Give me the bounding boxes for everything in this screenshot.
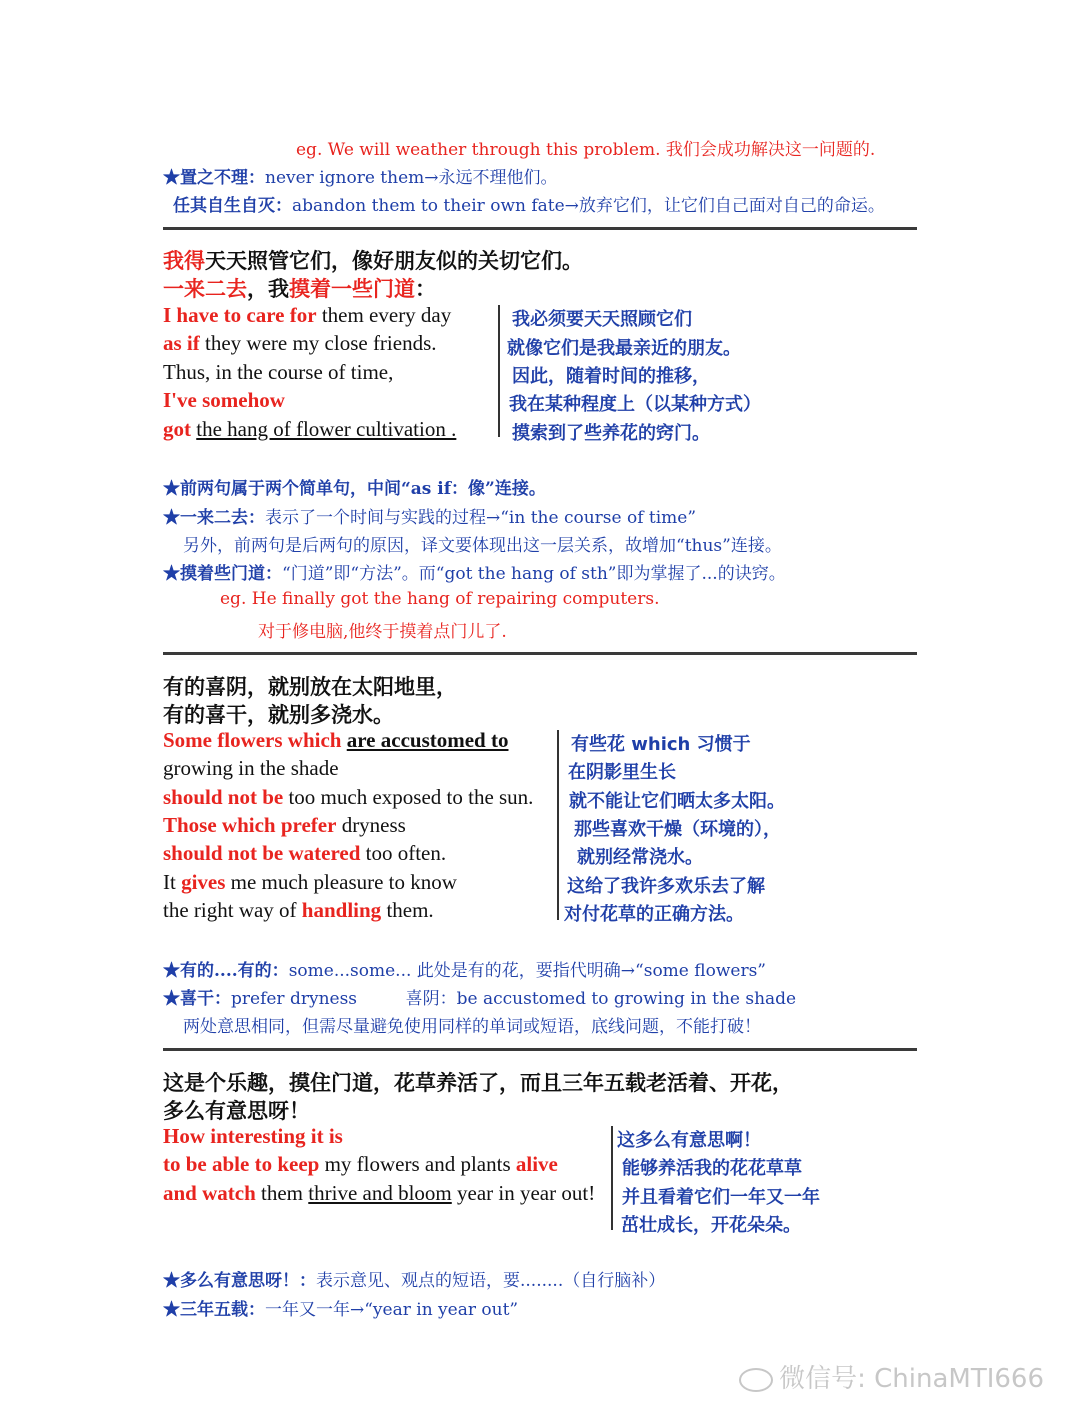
note-key: ★一来二去：	[163, 508, 265, 528]
column-separator	[611, 1126, 613, 1230]
translation-line: 因此，随着时间的推移，	[512, 366, 710, 387]
note-thus: 另外，前两句是后两句的原因，译文要体现出这一层关系，故增加“thus”连接。	[183, 536, 782, 556]
translation-line: 这给了我许多欢乐去了解	[567, 876, 765, 897]
en-line	[163, 1181, 595, 1206]
note-value: abandon them to their own fate→放弃它们，让它们自己面对自己的命运。	[292, 196, 885, 216]
source-heading-2	[163, 273, 436, 303]
source-heading-1: 有的喜阴，就别放在太阳地里，	[163, 674, 457, 699]
en-key: to be able to keep	[163, 1152, 320, 1176]
en-key: How interesting it is	[163, 1124, 343, 1148]
translation-line: 能够养活我的花花草草	[622, 1158, 802, 1179]
en-line	[163, 360, 393, 385]
en-line	[163, 756, 339, 781]
note-some-some	[163, 956, 766, 981]
en-key: and watch	[163, 1181, 256, 1205]
en-line	[163, 841, 446, 866]
note-course-of-time	[163, 503, 696, 528]
heading-text: ，我	[247, 276, 289, 301]
note-hang-of	[163, 559, 786, 584]
section-divider	[163, 227, 917, 230]
en-key: should not be	[163, 785, 284, 809]
en-line	[163, 898, 434, 923]
note-value: 一年又一年→“year in year out”	[265, 1300, 519, 1320]
note-key: ★三年五载：	[163, 1300, 265, 1320]
note-as-if: ★前两句属于两个简单句，中间“as if：像”连接。	[163, 479, 546, 499]
en-key: I have to care for	[163, 303, 317, 327]
translation-line: 我必须要天天照顾它们	[512, 309, 692, 330]
en-key: gives	[181, 870, 226, 894]
example-sentence-computers: eg. He finally got the hang of repairing computers.	[220, 589, 660, 609]
en-key: alive	[515, 1152, 558, 1176]
example-translation-computers: 对于修电脑,他终于摸着点门儿了.	[258, 622, 507, 642]
source-heading-1: 这是个乐趣，摸住门道，花草养活了，而且三年五载老活着、开花，	[163, 1070, 793, 1095]
note-year-in-year-out	[163, 1295, 518, 1320]
note-value: never ignore them→永远不理他们。	[265, 168, 558, 188]
en-text: It	[163, 870, 182, 894]
en-text: too much exposed to the sun.	[283, 785, 534, 809]
en-text: Thus, in the course of time,	[163, 360, 394, 384]
note-value: 表示了一个时间与实践的过程→“in the course of time”	[265, 508, 697, 528]
en-text: my flowers and plants	[319, 1152, 516, 1176]
source-heading-2: 有的喜干，就别多浇水。	[163, 702, 394, 727]
en-text: the right way of	[163, 898, 302, 922]
en-key: I've somehow	[163, 388, 285, 412]
translation-line: 就像它们是我最亲近的朋友。	[507, 338, 741, 359]
note-avoid-repeat: 两处意思相同，但需尽量避免使用同样的单词或短语，底线问题，不能打破！	[183, 1017, 761, 1037]
en-line	[163, 331, 437, 356]
note-ignore	[163, 163, 558, 188]
watermark-text: 微信号: ChinaMTI666	[779, 1364, 1044, 1394]
note-key: ★有的....有的：	[163, 961, 289, 981]
en-text: me much pleasure to know	[225, 870, 457, 894]
translation-line: 有些花 which 习惯于	[571, 734, 751, 755]
translation-line: 我在某种程度上（以某种方式）	[509, 394, 761, 415]
en-key: Some flowers which	[163, 728, 342, 752]
en-text: dryness	[336, 813, 406, 837]
example-sentence-weather: eg. We will weather through this problem. 我们会成功解决这一问题的.	[296, 140, 876, 160]
en-line	[163, 303, 451, 328]
translation-line: 就不能让它们晒太多太阳。	[569, 791, 785, 812]
en-key: should not be watered	[163, 841, 361, 865]
en-line	[163, 417, 456, 442]
note-value: “门道”即“方法”。而“got the hang of sth”即为掌握了...的诀窍。	[282, 564, 786, 584]
column-separator	[498, 305, 500, 437]
section-divider	[163, 652, 917, 655]
note-value: some...some... 此处是有的花，要指代明确→“some flowers”	[288, 961, 766, 981]
note-key: ★置之不理：	[163, 168, 265, 188]
en-underlined: thrive and bloom	[308, 1181, 452, 1205]
en-text: year in year out!	[451, 1181, 596, 1205]
source-heading-1	[163, 245, 583, 275]
en-line	[163, 388, 285, 413]
en-line	[163, 728, 508, 753]
en-text: them every day	[316, 303, 452, 327]
section-divider	[163, 1048, 917, 1051]
note-key: 任其自生自灭：	[173, 196, 292, 216]
en-text: they were my close friends.	[199, 331, 437, 355]
en-line	[163, 1124, 343, 1149]
column-separator	[557, 730, 559, 920]
watermark	[739, 1358, 1044, 1395]
note-key: ★喜干：	[163, 989, 231, 1009]
translation-line: 对付花草的正确方法。	[564, 904, 744, 925]
translation-line: 这多么有意思啊！	[617, 1130, 761, 1151]
wechat-icon	[739, 1368, 773, 1392]
en-underlined: are accustomed to	[346, 728, 509, 752]
en-key: got	[163, 417, 191, 441]
note-how-interesting	[163, 1266, 665, 1291]
note-key: ★多么有意思呀！：	[163, 1271, 316, 1291]
translation-line: 并且看着它们一年又一年	[622, 1187, 820, 1208]
note-abandon	[173, 191, 885, 216]
en-text: growing in the shade	[163, 756, 339, 780]
heading-text: 天天照管它们，像好朋友似的关切它们。	[205, 248, 583, 273]
en-text: them.	[381, 898, 434, 922]
translation-line: 摸索到了些养花的窍门。	[512, 423, 710, 444]
translation-line: 茁壮成长，开花朵朵。	[621, 1215, 801, 1236]
translation-line: 就别经常浇水。	[577, 847, 703, 868]
en-line	[163, 813, 406, 838]
en-line	[163, 1152, 558, 1177]
note-key: ★摸着些门道：	[163, 564, 282, 584]
en-line	[163, 785, 533, 810]
en-key: Those which prefer	[163, 813, 337, 837]
en-text: them	[255, 1181, 309, 1205]
highlight: 我得	[163, 248, 205, 273]
note-value: 表示意见、观点的短语，要........（自行脑补）	[316, 1271, 666, 1291]
en-text: too often.	[360, 841, 447, 865]
en-line	[163, 870, 457, 895]
translation-line: 在阴影里生长	[568, 762, 676, 783]
highlight: 摸着一些门道	[289, 276, 415, 301]
translation-line: 那些喜欢干燥（环境的），	[574, 819, 781, 840]
note-prefer-dryness	[163, 984, 796, 1009]
note-value: prefer dryness 喜阴：be accustomed to growing in the shade	[231, 989, 797, 1009]
source-heading-2: 多么有意思呀！	[163, 1098, 310, 1123]
en-key: handling	[301, 898, 382, 922]
highlight: 一来二去	[163, 276, 247, 301]
en-key: as if	[163, 331, 200, 355]
en-underlined: the hang of flower cultivation .	[196, 417, 457, 441]
heading-text: ：	[415, 276, 436, 301]
